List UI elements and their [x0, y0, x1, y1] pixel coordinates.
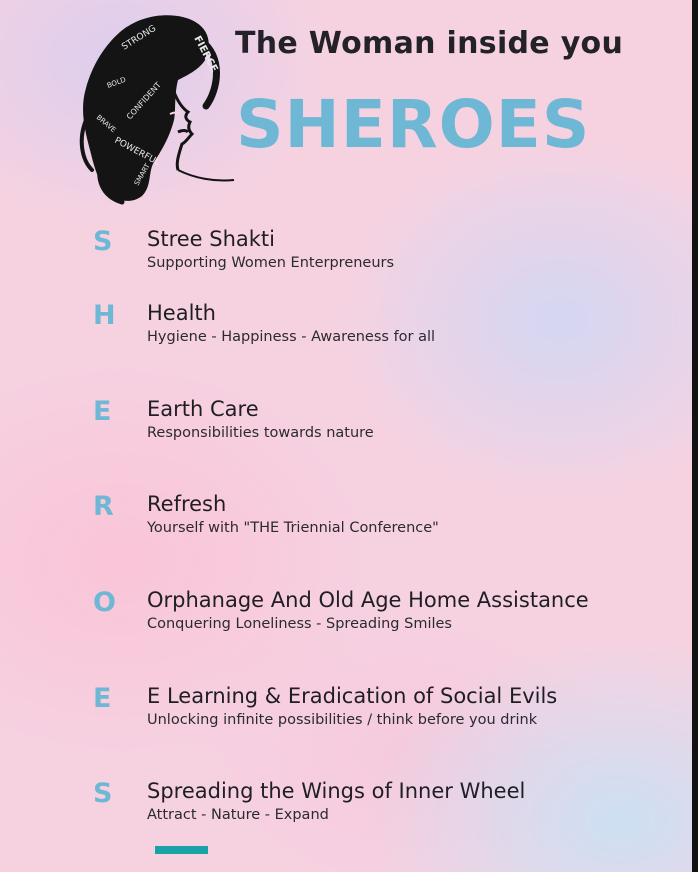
entry-subtitle: Attract - Nature - Expand: [147, 807, 329, 823]
entry-title: Spreading the Wings of Inner Wheel: [147, 779, 526, 803]
entry-letter: H: [93, 300, 116, 331]
entry-title: Health: [147, 301, 216, 325]
entry-letter: E: [93, 683, 112, 714]
logo-word-strong: STRONG: [120, 23, 159, 53]
entry-letter: S: [93, 226, 113, 257]
entry-subtitle: Unlocking infinite possibilities / think before you drink: [147, 712, 538, 728]
entry-subtitle: Responsibilities towards nature: [147, 425, 374, 441]
woman-silhouette-logo: [78, 10, 238, 206]
logo-word-smart: SMART: [132, 162, 152, 187]
accent-bar: [155, 846, 208, 854]
right-edge-border: [692, 0, 698, 872]
brand-title: SHEROES: [236, 86, 591, 163]
entry-subtitle: Conquering Loneliness - Spreading Smiles: [147, 616, 452, 632]
entry-title: Refresh: [147, 492, 227, 516]
entry-letter: R: [93, 491, 114, 522]
logo-word-bold: BOLD: [105, 75, 127, 90]
entry-title: Earth Care: [147, 397, 259, 421]
entry-subtitle: Hygiene - Happiness - Awareness for all: [147, 329, 436, 345]
entry-title: E Learning & Eradication of Social Evils: [147, 684, 558, 708]
entry-title: Stree Shakti: [147, 227, 275, 251]
entry-letter: S: [93, 778, 113, 809]
entry-title: Orphanage And Old Age Home Assistance: [147, 588, 589, 612]
logo-word-powerful: POWERFUL: [112, 135, 162, 169]
logo-word-fierce: FIERCE: [191, 34, 220, 75]
tagline: The Woman inside you: [235, 26, 624, 61]
entry-subtitle: Supporting Women Enterpreneurs: [147, 255, 395, 271]
entry-letter: E: [93, 396, 112, 427]
entry-subtitle: Yourself with "THE Triennial Conference": [147, 520, 439, 536]
entry-letter: O: [93, 587, 116, 618]
logo-word-brave: BRAVE: [94, 113, 118, 135]
logo-word-confident: CONFIDENT: [124, 80, 163, 122]
